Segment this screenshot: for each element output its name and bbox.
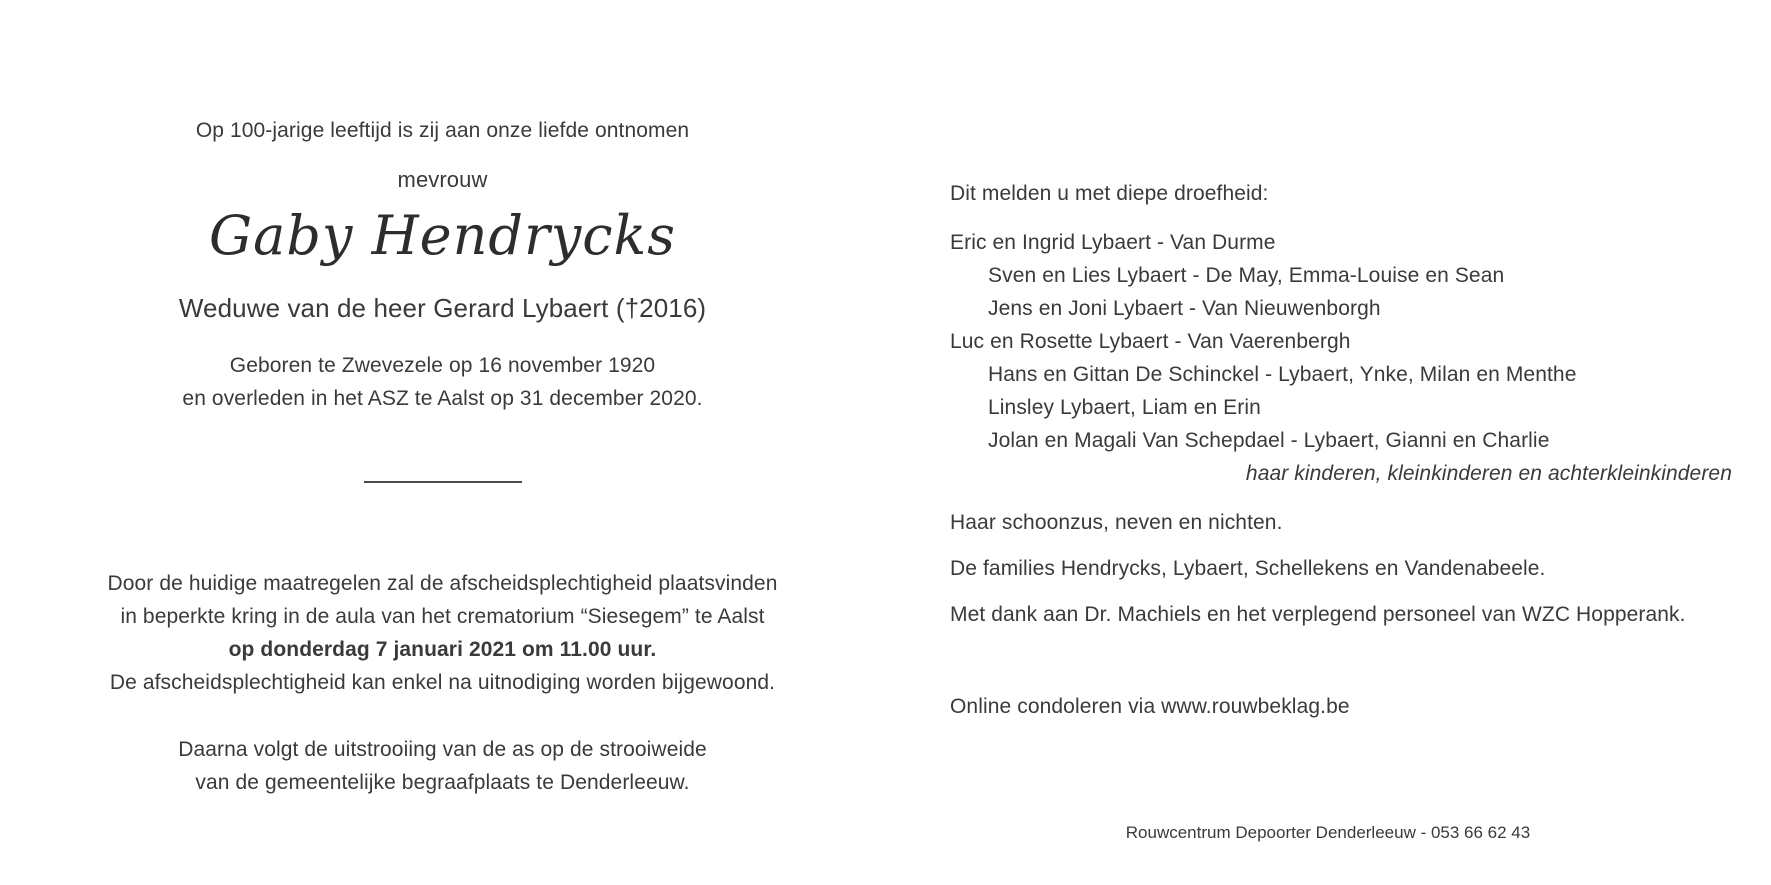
intro-line: Op 100-jarige leeftijd is zij aan onze liefde ontnomen	[195, 119, 690, 142]
family-member-line: Hans en Gittan De Schinckel - Lybaert, Ynke, Milan en Menthe	[988, 363, 1577, 386]
death-line: en overleden in het ASZ te Aalst op 31 december 2020.	[182, 387, 703, 410]
family-member-line: Luc en Rosette Lybaert - Van Vaerenbergh	[950, 330, 1351, 353]
families-line: De families Hendrycks, Lybaert, Schellekens en Vandenabeele.	[950, 557, 1546, 580]
widow-of-line: Weduwe van de heer Gerard Lybaert (†2016)	[178, 293, 707, 323]
birth-line: Geboren te Zwevezele op 16 november 1920	[229, 354, 656, 377]
ceremony-line-1: Door de huidige maatregelen zal de afscheidsplechtigheid plaatsvinden	[107, 572, 778, 595]
announcement-line: Dit melden u met diepe droefheid:	[950, 182, 1269, 205]
ceremony-line-2: in beperkte kring in de aula van het crematorium “Siesegem” te Aalst	[120, 605, 765, 628]
thanks-line: Met dank aan Dr. Machiels en het verplegend personeel van WZC Hopperank.	[950, 603, 1686, 626]
funeral-home-footer: Rouwcentrum Depoorter Denderleeuw - 053 66 62 43	[1125, 823, 1531, 842]
scattering-line-2: van de gemeentelijke begraafplaats te Denderleeuw.	[195, 771, 690, 794]
family-caption: haar kinderen, kleinkinderen en achterkleinkinderen	[1245, 462, 1732, 485]
family-member-line: Sven en Lies Lybaert - De May, Emma-Louise en Sean	[988, 264, 1505, 287]
ceremony-date-line: op donderdag 7 januari 2021 om 11.00 uur.	[228, 638, 657, 661]
salutation-line: mevrouw	[397, 167, 488, 192]
section-divider	[364, 481, 522, 483]
family-member-line: Jens en Joni Lybaert - Van Nieuwenborgh	[988, 297, 1381, 320]
condolences-line: Online condoleren via www.rouwbeklag.be	[950, 695, 1350, 718]
family-member-line: Jolan en Magali Van Schepdael - Lybaert, Gianni en Charlie	[988, 429, 1550, 452]
family-member-line: Eric en Ingrid Lybaert - Van Durme	[950, 231, 1276, 254]
scattering-line-1: Daarna volgt de uitstrooiing van de as op de strooiweide	[178, 738, 707, 761]
deceased-name: Gaby Hendrycks	[209, 204, 676, 267]
ceremony-line-4: De afscheidsplechtigheid kan enkel na uitnodiging worden bijgewoond.	[109, 671, 776, 694]
family-member-line: Linsley Lybaert, Liam en Erin	[988, 396, 1261, 419]
relatives-line: Haar schoonzus, neven en nichten.	[950, 511, 1283, 534]
